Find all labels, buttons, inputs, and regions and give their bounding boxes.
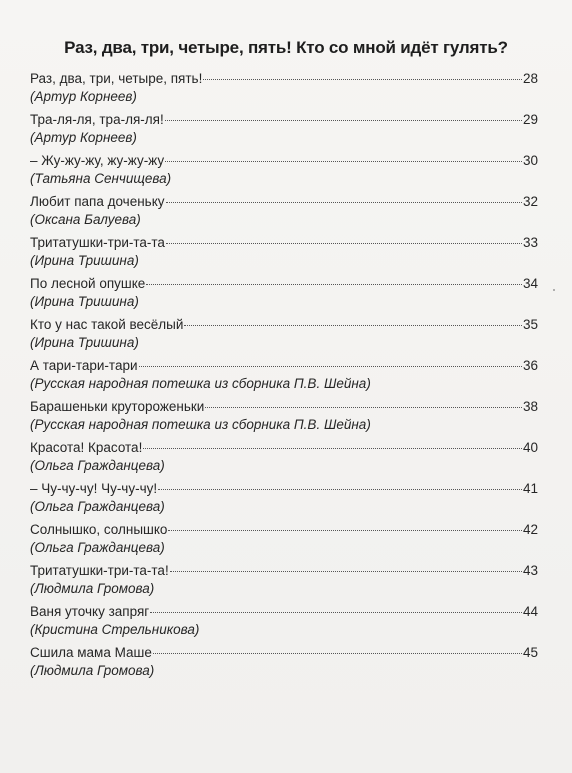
toc-entry [30, 562, 538, 603]
toc-page-number: 32 [522, 194, 538, 209]
toc-entry-line [30, 521, 538, 539]
dot-leader [150, 612, 522, 613]
toc-page-number: 35 [522, 317, 538, 332]
toc-entry-author: (Артур Корнеев) [30, 130, 137, 145]
toc-entry-author: (Кристина Стрельникова) [30, 622, 200, 637]
toc-entry-author: (Ирина Тришина) [30, 294, 139, 309]
toc-entry-author: (Русская народная потешка из сборника П.В. Шейна) [30, 376, 371, 391]
dot-leader [168, 530, 522, 531]
toc-entry-line [30, 70, 538, 88]
toc-entry [30, 398, 538, 439]
dot-leader [139, 366, 522, 367]
section-title: Раз, два, три, четыре, пять! Кто со мной идёт гулять? [64, 38, 508, 57]
dot-leader [205, 407, 522, 408]
toc-entry-title: Барашеньки крутороженьки [30, 399, 205, 414]
toc-entry-title: Сшила мама Маше [30, 645, 152, 660]
toc-entry [30, 70, 538, 111]
toc-entry-author: (Татьяна Сенчищева) [30, 171, 172, 186]
toc-page-number: 44 [522, 604, 538, 619]
toc-entry-title: Любит папа доченьку [30, 194, 165, 209]
paper-speck [553, 289, 555, 291]
dot-leader [166, 243, 522, 244]
toc-entry [30, 521, 538, 562]
toc-page-number: 38 [522, 399, 538, 414]
toc-entry-author: (Ирина Тришина) [30, 335, 139, 350]
toc-entry-line [30, 193, 538, 211]
toc-entry-line [30, 644, 538, 662]
toc-entry [30, 275, 538, 316]
toc-entry [30, 644, 538, 685]
toc-entry-author: (Ольга Гражданцева) [30, 540, 165, 555]
toc-entry-title: – Жу-жу-жу, жу-жу-жу [30, 153, 165, 168]
toc-entry-line [30, 603, 538, 621]
dot-leader [165, 120, 522, 121]
toc-entry-author: (Людмила Громова) [30, 581, 155, 596]
toc-entry-line [30, 234, 538, 252]
toc-entry [30, 603, 538, 644]
toc-entry-line [30, 275, 538, 293]
toc-entry-title: Красота! Красота! [30, 440, 143, 455]
toc-entry-title: Тра-ля-ля, тра-ля-ля! [30, 112, 164, 127]
toc-page-number: 36 [522, 358, 538, 373]
toc-entry-author: (Людмила Громова) [30, 663, 155, 678]
toc-entry-title: Кто у нас такой весёлый [30, 317, 184, 332]
dot-leader [158, 489, 522, 490]
toc-entry [30, 357, 538, 398]
toc-page-number: 43 [522, 563, 538, 578]
toc-page-number: 40 [522, 440, 538, 455]
toc-entry-title: Ваня уточку запряг [30, 604, 150, 619]
toc-entry-line [30, 357, 538, 375]
toc-entry [30, 111, 538, 152]
toc-entry-author: (Ольга Гражданцева) [30, 499, 165, 514]
toc-entry [30, 193, 538, 234]
toc-entry [30, 316, 538, 357]
toc-entry-title: Тритатушки-три-та-та [30, 235, 165, 250]
toc-entry [30, 152, 538, 193]
dot-leader [166, 202, 522, 203]
table-of-contents [30, 70, 538, 685]
dot-leader [184, 325, 522, 326]
toc-entry-title: Раз, два, три, четыре, пять! [30, 71, 203, 86]
toc-entry-line [30, 152, 538, 170]
toc-entry-author: (Ольга Гражданцева) [30, 458, 165, 473]
toc-entry-line [30, 562, 538, 580]
toc-page-number: 34 [522, 276, 538, 291]
toc-entry-line [30, 480, 538, 498]
dot-leader [170, 571, 522, 572]
dot-leader [203, 79, 522, 80]
toc-entry [30, 234, 538, 275]
toc-entry-author: (Ирина Тришина) [30, 253, 139, 268]
toc-entry-line [30, 439, 538, 457]
dot-leader [153, 653, 522, 654]
dot-leader [165, 161, 522, 162]
toc-page-number: 29 [522, 112, 538, 127]
toc-page-number: 28 [522, 71, 538, 86]
toc-entry-title: – Чу-чу-чу! Чу-чу-чу! [30, 481, 158, 496]
toc-entry-title: Солнышко, солнышко [30, 522, 168, 537]
toc-entry-title: По лесной опушке [30, 276, 146, 291]
toc-entry-author: (Артур Корнеев) [30, 89, 137, 104]
toc-entry-title: А тари-тари-тари [30, 358, 138, 373]
toc-entry-line [30, 398, 538, 416]
toc-page-number: 33 [522, 235, 538, 250]
dot-leader [146, 284, 522, 285]
toc-page-number: 41 [522, 481, 538, 496]
toc-entry-title: Тритатушки-три-та-та! [30, 563, 169, 578]
toc-page-number: 30 [522, 153, 538, 168]
toc-entry-author: (Оксана Балуева) [30, 212, 141, 227]
toc-entry-line [30, 111, 538, 129]
toc-entry [30, 480, 538, 521]
toc-page-number: 45 [522, 645, 538, 660]
toc-page-number: 42 [522, 522, 538, 537]
toc-entry-line [30, 316, 538, 334]
toc-entry-author: (Русская народная потешка из сборника П.В. Шейна) [30, 417, 371, 432]
toc-entry [30, 439, 538, 480]
dot-leader [143, 448, 522, 449]
